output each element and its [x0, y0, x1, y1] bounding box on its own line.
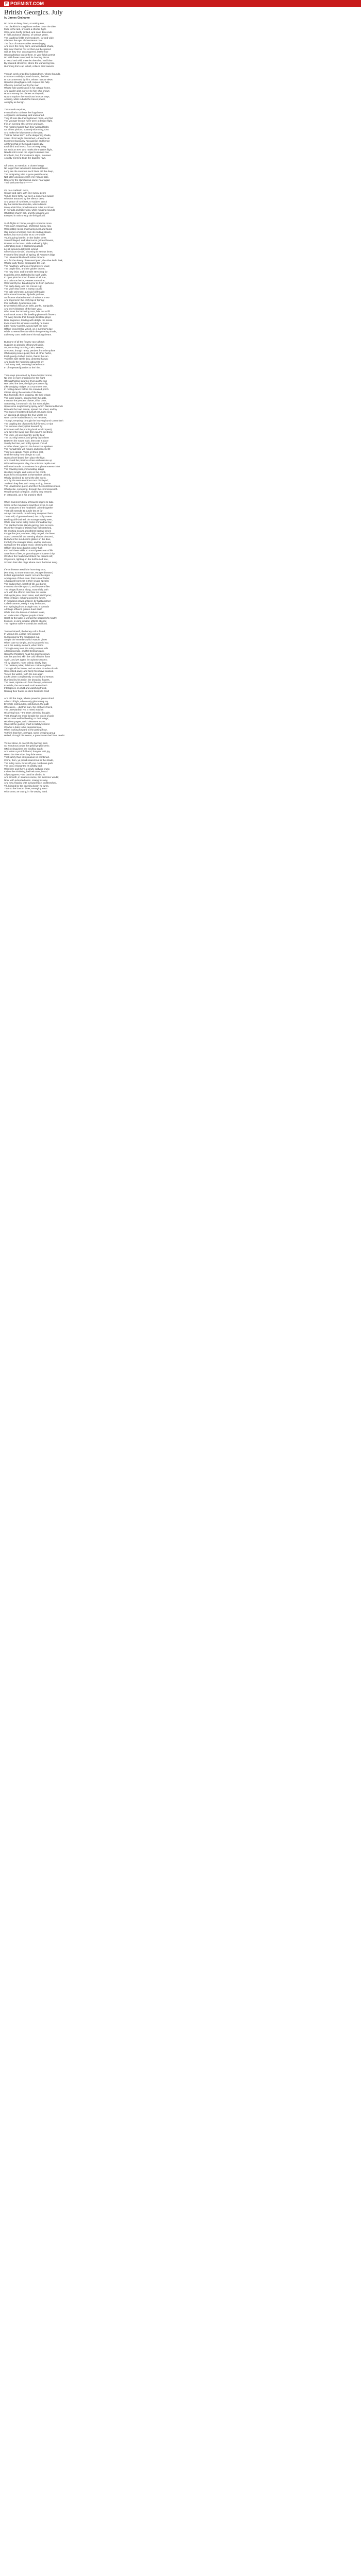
- poem-line: Until the sultry hours begin to cool;: [4, 453, 41, 456]
- poem-stanza: [4, 108, 355, 160]
- poem-line: Invites the shrinking, half-reluctant, brood: [4, 770, 48, 773]
- poem-stanza: [4, 568, 355, 625]
- poem-line: And now, floating with sunward face, outstretched,: [4, 782, 57, 785]
- poem-line: When cure so simple, and so powerful too,: [4, 641, 49, 644]
- poem-line: For garden jam;—where, daily ranged, the hives: [4, 532, 55, 535]
- poem-line: Oer the parched skin the cold effusion flows: [4, 655, 51, 658]
- poem-line: When looking forward to the parting hour,: [4, 728, 48, 732]
- poem-line: Gladden the eye: all-bounteous now: [4, 39, 42, 42]
- poem-line: In reeling dance before the crowded porch.: [4, 388, 50, 391]
- poem-line: No time in more propitious for the flight: [4, 377, 45, 380]
- poem-line: Each bird and insect, float on easy wing:: [4, 145, 47, 148]
- poem-line: The restless pulse; delicious coolness glides: [4, 664, 51, 667]
- poem-line: The universal blush with sober browns.: [4, 256, 45, 259]
- poem-stanza: [4, 374, 355, 497]
- poem-line: Long are the murmurs such hives did the deep,: [4, 170, 54, 173]
- poem-line: And by the ever-wondrous race displayed;: [4, 479, 48, 482]
- poem-line: Sweet foliaged, and laburnum's golden flowers,: [4, 239, 54, 242]
- poem-line: Even round his windows carefully he trains: [4, 321, 49, 325]
- poem-line: While from the leaves of darkest violet,: [4, 611, 45, 614]
- poem-line: With wild thyme, breathing far its fresh perfume;: [4, 282, 55, 285]
- poem-line: Though rarely prized by husbandmen, whose bounds,: [4, 72, 61, 75]
- poem-line: In myriads and take wing, while mingling sounds: [4, 209, 55, 212]
- poem-line: Of sericious shrubs, blooming in various times,: [4, 250, 53, 253]
- poem-line: No more at dewy dawn, or setting sun,: [4, 22, 45, 25]
- poem-line: Enwreathed with azure bells, ponks, marigolds,: [4, 304, 54, 308]
- poem-line: Have rolled away, and fierily fires have ceased,: [4, 670, 54, 673]
- poem-line: Whose sole possession is his cottage home,: [4, 87, 51, 90]
- poem-line: Now to explore the wondrous insect's ways,: [4, 95, 50, 98]
- poem-line: The younger broods have ta'en a distant flight.: [4, 120, 53, 123]
- poem-line: From all who cultivate the frugal race,: [4, 111, 44, 114]
- poem-line: Present to the lotus, while mellowing light,: [4, 242, 48, 245]
- poem-line: Ambiguous of their state: their colour fades;: [4, 577, 50, 580]
- poem-line: Through all the frame; and as when thunder-clouds: [4, 667, 58, 670]
- poem-line: Like wedging midges on a summer's eve,: [4, 385, 48, 388]
- poem-line: Stand covered till the evening shades descend,: [4, 535, 54, 538]
- poem-author[interactable]: James Grahame: [8, 16, 30, 20]
- poem-line: Hie to the river side, they little ween,: [4, 753, 42, 756]
- poem-line: The emigrating tribe is gone past the woe;: [4, 173, 48, 176]
- poem-line: Wholly declined, to mend the dire event,: [4, 476, 46, 479]
- logo-mark-icon: P: [4, 2, 9, 6]
- poem-line: O! what a balm to his departed soul,: [4, 725, 42, 728]
- poem-line: If in an evening sky, serene and calm,: [4, 123, 44, 125]
- poem-line: Increase the pendent cluster, till at once,: [4, 399, 47, 402]
- poem-line: Of fine-loved trellis, which, on a summer's day,: [4, 327, 53, 330]
- poem-line: His slimy length, and rests on the comb,: [4, 470, 46, 473]
- poem-line: In wood and wild, there let them bud and blow: [4, 59, 53, 62]
- poem-line: The trees, rejoice—so from the eye, obscured: [4, 681, 53, 684]
- poem-line: The buzzing branch, and gently lay it down: [4, 436, 50, 439]
- poem-line: But none of all the flowery race affords: [4, 341, 45, 344]
- poem-line: Run hurriedly, then stopping, stir their wings;: [4, 394, 51, 397]
- poem-line: To lure them forth, I've seen a numerous swarm: [4, 194, 54, 197]
- poem-line: Till by degrees, more calmly, slowly lleps: [4, 661, 47, 664]
- poem-line: Erewhile confounded, not illumed, the path: [4, 703, 49, 706]
- poem-line: If e'er disease assail the humming race,: [4, 568, 46, 571]
- poem-line: The knife, yet use it gently; gently bear: [4, 433, 45, 436]
- poem-line: Pomona's self the pruning-hook would spare);: [4, 428, 53, 431]
- poem-line: Of distant church bell, and the jangling yes: [4, 211, 49, 214]
- poem-line: No larger than laburnum's tasseled flower,: [4, 167, 48, 170]
- poem-line: Spread o'er the purple moor, cleaning the luck: [4, 544, 53, 547]
- poem-line: Upon the throbbing head his glowing crown.: [4, 652, 51, 655]
- poem-line: Pair daffodils, hyacinthine rods: [4, 301, 37, 304]
- poem-line: Upon his ploughgate croft, request the help: [4, 81, 50, 84]
- poem-line: Each gaudy-clothed bloom, that in the sun: [4, 354, 48, 358]
- poem-stanza: [4, 630, 355, 693]
- poem-line: Prophetic, but, from Nature's signs, foresees: [4, 154, 51, 157]
- poem-line: And save the living fruit: then spurns out those: [4, 431, 53, 434]
- poem-stanza: [4, 189, 355, 217]
- poem-byline: [4, 16, 355, 20]
- poem-line: And make the lofty turret or the spire,: [4, 131, 43, 134]
- poem-line: Raising their hands in silent thanks to God!: [4, 689, 50, 692]
- poem-line: His silent pages, amid Disease's storm,: [4, 720, 46, 723]
- poem-line: The unwelcome guest; and then the monstrous mass,: [4, 485, 61, 488]
- poem-line: On such an eve, who marks the martin's flight,: [4, 148, 53, 151]
- poem-line: This month requires,: [4, 108, 26, 111]
- poem-line: Their easy task, returning loaded soon: [4, 363, 45, 366]
- poem-line: Almighty as benign.: [4, 100, 25, 104]
- poem-line: In catacomb, as in his proteine shell.: [4, 493, 43, 496]
- poem-line: Will else intrude. Sometimes through narrowest chink: [4, 465, 60, 468]
- logo-text: POEMIST.COM: [10, 1, 44, 6]
- poem-line: On airiest pinions, scarcely skimming, toss: [4, 128, 49, 131]
- poem-line: Slowly the hive, and softly spread o'er all: [4, 442, 47, 445]
- poem-line: Erewhile, the renovated soul beams forth: [4, 684, 47, 687]
- poem-line: Her rural charms: Yet let them not be spared.: [4, 47, 52, 50]
- poem-line: (For they, no more than man, escape disease,): [4, 571, 54, 574]
- poem-line: The luscious cherry (that beneath by: [4, 425, 43, 428]
- poem-line: Another sheet; quick to the humorous spieless: [4, 445, 53, 448]
- poem-stanza: [4, 341, 355, 369]
- poem-line: The unrewarded! No, a meed was his: [4, 708, 44, 711]
- poem-line: By that instinctive impulse, which directs: [4, 203, 46, 206]
- poem-line: And peace of rural rest, or sudden struck: [4, 200, 47, 203]
- poem-line: And did the Sage, whose powerful genius shed: [4, 697, 54, 700]
- poem-stanza: [4, 501, 355, 564]
- poem-line: Whether attracted by the silence deep: [4, 197, 44, 200]
- poem-line: His dying hour,—the tears ushering thought,: [4, 711, 51, 714]
- poem-stanza: [4, 73, 355, 104]
- poem-line: Than each responsive, sheltered, sunny, low,: [4, 225, 52, 228]
- poem-line: Not, after anxious search o'er hill and dale,: [4, 176, 49, 179]
- poem-line: Before, but not so near as to o'ershade: [4, 233, 45, 236]
- poem-line: An under-mist of lighter purple shines:: [4, 614, 44, 617]
- poem-line: The crawling snail, immunating, drags: [4, 468, 44, 471]
- poem-line: Many a bird that proud Nature's rules to roll out: [4, 206, 54, 209]
- poem-line: The pool, reluctant to its pebbly bed,: [4, 765, 43, 768]
- poem-line: Whose early flower anticipates the leaf,: [4, 262, 45, 265]
- poem-stanza: [4, 222, 355, 336]
- poem-line: Adoring, while in both the traces power,: [4, 98, 46, 101]
- poem-line: Of drooping sweet-peas; then all other herbs,: [4, 352, 52, 355]
- poem-line: The purple lilac, and the golden broom,: [4, 267, 45, 270]
- poem-line: As, on a misty morning, calm, serene,: [4, 346, 44, 349]
- poem-line: So wondrous power the gelid lymph exerts;: [4, 744, 50, 748]
- poem-line: Still as they rise, unconquered, let the hoe: [4, 50, 48, 54]
- poem-line: Does e'er the slumberous owner hear again: [4, 178, 50, 181]
- poem-line: To see the welkin, forth the sun again: [4, 672, 43, 675]
- poem-line: Its roots, in wine infused, affords at once: [4, 619, 47, 622]
- poem-line: Supplies so plentiful of honey'd spoils,: [4, 343, 44, 346]
- poem-line: A tempting seat, a blossoming abode: [4, 245, 43, 248]
- poem-line: Of swarthinting swarms: Even as the sun: [4, 379, 47, 382]
- poem-line: Now, with extended arms, rowing his way,: [4, 778, 48, 782]
- poem-line: Looks down complacently on wood and stream;: [4, 675, 54, 679]
- poem-line: While near some ruddy rocks of meadow hay: [4, 521, 52, 524]
- poem-line: Or plovers, lighting on the bulf-buried tree,: [4, 557, 48, 561]
- poem-line: Though, tempting, through the heaving bunch peep forth: [4, 419, 63, 422]
- poem-line: And with the offered food fear not to mix: [4, 591, 46, 594]
- poem-line: Till, blinded by the dazzling beam he turns,: [4, 784, 49, 787]
- poem-line: Scream their dire dirge where once the linnet sung.: [4, 561, 58, 564]
- poem-line: Cloudy and calm, with one sunny gleam: [4, 192, 46, 195]
- poem-line: With stone, as trophy, in his waving hand.: [4, 790, 48, 793]
- poem-line: Was still the guiding chart to Safety's shore!: [4, 723, 50, 726]
- poem-body: [4, 22, 355, 793]
- poem-line: Simple the remedies which Nature gives!: [4, 638, 47, 641]
- poem-line: Is not contemned by him, whose narrow views: [4, 78, 53, 81]
- poem-line: Oft when, at eventide, a cluster hangs: [4, 164, 44, 167]
- poem-line: Twinkles with sterile dew, deserted hangs;: [4, 358, 48, 361]
- poem-line: Lithe honey-suckles, wound with the tune: [4, 325, 48, 328]
- poem-container: [4, 8, 355, 798]
- poem-line: OR it extinguishes the kindling spark;: [4, 747, 43, 750]
- poem-line: The rosy briar, and bramble stretching far: [4, 270, 48, 273]
- poem-line: With well-tempered clay, the noisome reptile cast: [4, 462, 56, 465]
- poem-line: Each nook around his dwelling-place with flowers,: [4, 313, 57, 316]
- poem-line: Needs not to scan the urgent column's rise: [4, 151, 49, 154]
- poem-line: The sultry noon, throw off your cumbrous garb:: [4, 761, 54, 765]
- poem-line: Between the rowen rods, then o'er it place: [4, 439, 48, 442]
- poem-line: That safety thus with pleasure is combined.: [4, 756, 50, 759]
- poem-line: Harsh to the taste, it wrings the shepherd's mouth:: [4, 617, 57, 620]
- poem-line: The face of Nature smiles serenely gay;: [4, 42, 46, 45]
- poem-line: Its utmost buoyancy has gained; and hence: [4, 140, 50, 143]
- poem-line: Of him who busy digs his winter fuel;: [4, 546, 43, 549]
- poem-line: In various ills, a cleat ro to poisons: [4, 633, 41, 636]
- poem-line: His sinker-length of twisted hair full stretched,: [4, 527, 52, 530]
- poem-line: Your buzzing hamlet, let the linden trees: [4, 236, 46, 239]
- poem-line: A foliage effluent, golden-hued itself;: [4, 608, 42, 611]
- poem-line: Would spread contagion, closely they entomb: [4, 490, 52, 494]
- poem-line: A ferocious tide, and fell Delirium rack,: [4, 650, 45, 653]
- poem-line: There still, of genuine breed, the crofty mares: [4, 515, 52, 518]
- poem-line: And garden plot, nor yet by him who knows: [4, 89, 50, 92]
- poem-line: He snorting scours a toothless barrow-senes: [4, 529, 51, 532]
- poem-line: Called starwort, easily it may be known;: [4, 602, 46, 605]
- poem-line: Its first approaches watch: nor are the signs: [4, 574, 50, 577]
- poem-line: The myriad tribe will mount, and peaceful fill: [4, 448, 51, 451]
- poem-line: And lingered in the chilly lap of Spring;: [4, 299, 45, 302]
- poem-stanza: [4, 742, 355, 793]
- poem-line: That far below lies'n in the deepening shade,: [4, 134, 52, 137]
- poem-line: And for the dewey blossomed palm, the olive leafe dark,: [4, 259, 63, 262]
- poem-line: Of youngsters,—the bank he climbs, lo: [4, 773, 45, 776]
- poem-line: The pale primrose; auricula full fraught: [4, 290, 45, 293]
- poem-line: Upon a level board then place the hive,: [4, 456, 45, 459]
- poem-line: As if came shaded wreath of Winter's snow: [4, 296, 50, 299]
- poem-line: And even the misty cairn, and woodland shade,: [4, 45, 54, 48]
- poem-line: Even hers encounters in themselves denied,: [4, 473, 51, 477]
- poem-line: Again, and yet again, in copious streams;: [4, 658, 48, 661]
- poem-line: Streaming, it mounts in air, but soon alights: [4, 402, 50, 405]
- poem-line: Or, on a Sabbath morn,: [4, 189, 29, 192]
- poem-line: The hawthorn, witness of fond lovers' vows;: [4, 264, 50, 267]
- poem-line: A vigilance unceasing, and unwearied.: [4, 114, 45, 117]
- poem-line: Which else, corrupting, through the commonwealth: [4, 487, 58, 490]
- poem-line: To think that then, perhaps, some weeping group: [4, 731, 56, 734]
- top-bar: [0, 0, 361, 7]
- poem-line: And smooth, in sinuous course, the swimmer winds;: [4, 776, 59, 779]
- poem-line: Embrace a widely-spread domain, the bee: [4, 75, 49, 78]
- poem-line: Of every rural art; nor by the man: [4, 83, 39, 87]
- poem-line: A haggard leanness in their visage speaks;: [4, 580, 50, 583]
- poem-line: The violet that loves a mossy couch;: [4, 287, 43, 291]
- poem-line: Are seen, though rarely, pendent from the spikes: [4, 349, 55, 352]
- byline-prefix: by: [4, 16, 7, 20]
- poem-line: From out the silent porch, and frequent flies: [4, 585, 50, 588]
- poem-line: How to survey the planets as they roll;: [4, 92, 44, 95]
- poem-line: Lull every care, and charm his waking dream.: [4, 333, 52, 336]
- poem-line: His accents waftled healing on their wings;: [4, 717, 49, 720]
- poem-line: The hapless sufferers medicine and food.: [4, 622, 48, 625]
- poem-line: Upon some neighbouring spray, which blackened bends: [4, 405, 63, 408]
- poem-line: Come, then, ye proud nearest not in the shade,: [4, 758, 54, 761]
- poem-line: And round the precious close each crevice up: [4, 459, 52, 462]
- poem-line: To man himself, the honey cell is found,: [4, 630, 46, 633]
- poem-line: No wild-flower to expand its dancing bloom: [4, 56, 50, 59]
- poem-line: Its prickly arms, Defended by such walls,: [4, 273, 47, 276]
- poem-line: Who loves the labouring race, fails not to fill: [4, 310, 50, 313]
- poem-line: For 'mid these wilds no sound greets ear of life: [4, 549, 53, 552]
- poem-line: Seem of its height diminished;—then the air: [4, 137, 50, 140]
- poem-line: Of science,—did that man, the orphan's friend,: [4, 705, 53, 708]
- poem-line: Next cut the loaded branch, nor hesitate;: [4, 416, 47, 419]
- poem-line: An opening all around the hive where we: [4, 413, 47, 416]
- poem-line: But when the sun-beams glisten on the dew,: [4, 538, 51, 541]
- poem-line: In meadows grows a flower, by husbandmen: [4, 599, 51, 602]
- poem-line: Humming from cup to bell, collects their sweets.: [4, 64, 55, 67]
- poem-line: All things that in the liquid regions ply,: [4, 142, 44, 145]
- poem-line: And busily the humming labourers ply: [4, 360, 44, 363]
- poem-line: Some to the mountains lead their hives, to cull: [4, 503, 53, 506]
- poem-line: Two rods of moistened bulrush-strung to keep: [4, 411, 53, 414]
- poem-line: Illumined by his smile, the drooping flowers,: [4, 678, 50, 681]
- poem-line: When Summer's blow of flowers begins to fade,: [4, 501, 54, 504]
- poem-line: That, though me more beside the couch of pain: [4, 714, 54, 717]
- poem-line: Banking drill-drained, the stranger rarely seen,: [4, 518, 53, 521]
- poem-line: To death they first, with many a sting, devote: [4, 482, 51, 485]
- poem-line: A ruddy morning tinge the dappled rays.: [4, 157, 46, 160]
- poem-stanza: [4, 164, 355, 184]
- poem-line: The startled horse stands gazing, then as soon: [4, 523, 54, 527]
- poem-line: Hailed, through his means, a parent snatched from death!: [4, 734, 65, 737]
- poem-line: The martins higher than their wonted flight,: [4, 125, 50, 128]
- poem-line: Save hum of bee, or grasshopper's hoarse chirp.: [4, 552, 56, 555]
- poem-line: The inner legions, pouring from the gate,: [4, 396, 47, 399]
- poem-line: The purpling tint of plumeful full-formed, or ripe: [4, 422, 54, 425]
- site-logo[interactable]: [4, 1, 44, 7]
- poem-line: Yet not alone, to quench the burning pest,: [4, 741, 48, 744]
- poem-line: With here and there a slowly-eddying cruse,: [4, 767, 51, 770]
- poem-line: Others along the outside of the hive: [4, 391, 42, 394]
- poem-line: Mute is the lark, or soars a shorter flight.: [4, 28, 46, 31]
- poem-line: They lift less like their lightened hives, and find: [4, 116, 53, 120]
- poem-stanza: [4, 697, 355, 737]
- poem-line: With annual incense; lily-bells profuse,: [4, 293, 45, 296]
- poem-line: And odorous herbs,—sweet rosmarine,: [4, 279, 45, 282]
- poem-line: Essayed in vain to stop the living cloud.: [4, 214, 46, 217]
- poem-line: Forth fly the stranger tribes, and far and near: [4, 540, 52, 544]
- poem-line: And when a youthful band, buoyant with joy,: [4, 750, 51, 753]
- poem-line: Such flights to hinder, nought conduces more: [4, 222, 52, 225]
- poem-line: With pebbly rocks, murmuring near and found: [4, 228, 52, 230]
- poem-line: The treasures of the heathbell. Joined together: [4, 506, 54, 510]
- poem-line: Bear fragrance, loading with delight the sense.: [4, 319, 53, 321]
- poem-line: In open plots be sown flowers of all hue,: [4, 276, 46, 279]
- poem-line: Let all around a labyrinth extend: [4, 247, 38, 250]
- poem-line: From the first breath of Spring, till Autumn's blige: [4, 253, 55, 256]
- poem-line: Or ploughshare crush them. In your fields permit: [4, 53, 55, 56]
- poem-line: With cares briefly thrilled, and soon descends.: [4, 30, 53, 33]
- poem-line: The bodies then, bereft of life, are borne: [4, 582, 46, 585]
- poem-line: Surpassing far the medicated cup-: [4, 635, 40, 638]
- poem-line: The laughing fields and meadows, far and wide,: [4, 36, 55, 39]
- poem-line: Or when the heath-fowl strikes her distant call;: [4, 555, 53, 558]
- poem-line: Oer stones emerging from its chiding stream.: [4, 230, 52, 233]
- poem-line: The blackbird's song floats mellow down the dale;: [4, 25, 56, 28]
- poem-line: As eye can reach, round many an upland farm: [4, 512, 53, 515]
- poem-line: A flood of light, where only glimmering ray: [4, 700, 48, 703]
- poem-stanza: [4, 22, 355, 68]
- poem-title: British Georgics. July: [4, 8, 63, 16]
- poem-line: Then days proceeded by these honied morns,: [4, 374, 53, 377]
- poem-line: Intelligence on child and watching friend,: [4, 687, 47, 690]
- poem-line: The early daisy, and the crocus cup;: [4, 284, 42, 287]
- poem-line: Oak-apple juice, dried roses, and wild thyme;: [4, 594, 52, 597]
- poem-line: In full luxuriance clothed, of various green,: [4, 33, 49, 37]
- poem-line: Then to the bottom dives, emerging soon: [4, 787, 47, 790]
- poem-line: In oft-repeated journies to the hive.: [4, 366, 41, 369]
- poem-line: The winged funeral along, mournfully, with: [4, 588, 48, 591]
- poem-line: Till every breeze that through its lattice plays: [4, 316, 51, 319]
- poem-line: As is the watery element, when fierce: [4, 644, 44, 647]
- poem-line: Through every vein the sultry season rolls: [4, 647, 48, 650]
- poem-line: With centaury, exhaling powerful fumes.: [4, 597, 46, 600]
- poem-line: And every blossom of the later year,: [4, 307, 42, 310]
- poem-line: That still extends its purple tint as far: [4, 509, 43, 512]
- poem-line: By haunted streamlet, where the wandering bee,: [4, 62, 55, 65]
- poem-line: Beneath the load. Haste, spread the sheet, and by: [4, 408, 57, 411]
- poem-line: Has dried the dew, the light precursors fly,: [4, 382, 48, 385]
- poem-line: Their welcome hum.———: [4, 181, 33, 184]
- poem-line: Their new abode. There let them rest,: [4, 450, 44, 453]
- poem-line: While screened he sits within the quivering shade,: [4, 330, 57, 333]
- poem-line: For, springing from a single root, it spreads: [4, 605, 50, 608]
